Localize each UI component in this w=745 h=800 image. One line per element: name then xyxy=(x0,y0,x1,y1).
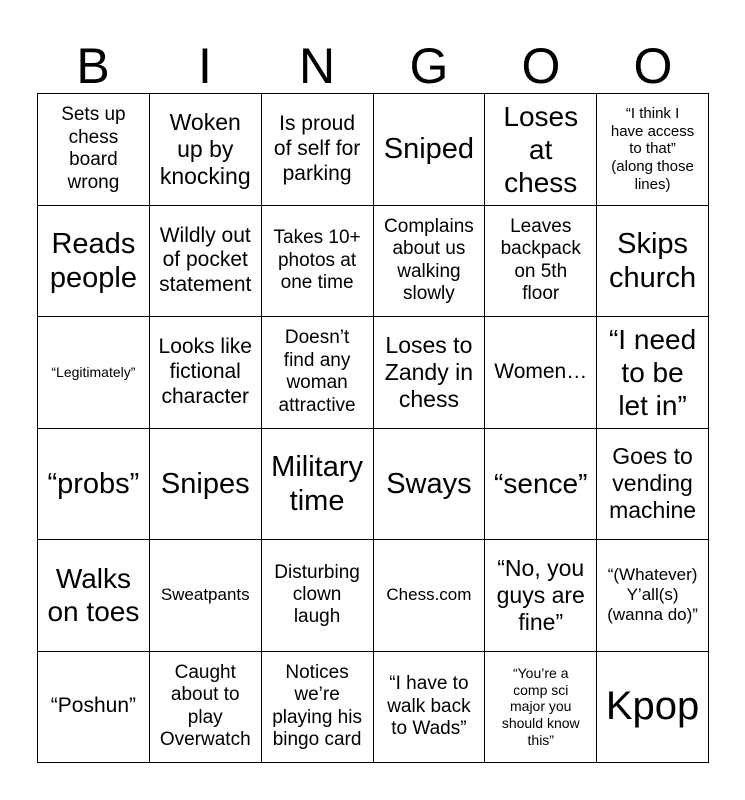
bingo-grid xyxy=(37,93,709,763)
bingo-cell[interactable] xyxy=(374,317,486,429)
bingo-cell[interactable] xyxy=(262,429,374,541)
cell-text: Walks on toes xyxy=(47,563,140,628)
cell-text: Wildly out of pocket statement xyxy=(159,223,252,297)
cell-text: Military time xyxy=(271,450,363,517)
bingo-cell[interactable] xyxy=(38,317,150,429)
bingo-cell[interactable] xyxy=(485,652,597,764)
cell-text: Sways xyxy=(386,467,472,500)
cell-text: Sets up chess board wrong xyxy=(61,104,126,193)
cell-text: “I need to be let in” xyxy=(608,323,697,421)
cell-text: Kpop xyxy=(605,684,700,729)
cell-text: “probs” xyxy=(47,467,140,500)
cell-text: “I think I have access to that” (along those lines) xyxy=(610,105,695,193)
bingo-cell[interactable] xyxy=(597,94,709,206)
cell-text: “Legitimately” xyxy=(51,363,136,380)
bingo-cell[interactable] xyxy=(150,206,262,318)
bingo-cell[interactable] xyxy=(597,317,709,429)
cell-text: Caught about to play Overwatch xyxy=(159,661,251,751)
bingo-cell[interactable] xyxy=(597,540,709,652)
cell-text: Snipes xyxy=(160,467,250,500)
cell-text: Looks like fictional character xyxy=(158,335,252,408)
bingo-cell[interactable] xyxy=(150,317,262,429)
bingo-cell[interactable] xyxy=(262,540,374,652)
bingo-cell[interactable] xyxy=(485,429,597,541)
cell-text: Reads people xyxy=(49,227,137,294)
cell-text: Takes 10+ photos at one time xyxy=(273,227,361,293)
cell-text: Sniped xyxy=(383,133,475,166)
cell-text: Chess.com xyxy=(386,585,472,605)
bingo-cell[interactable] xyxy=(150,429,262,541)
bingo-cell[interactable] xyxy=(38,540,150,652)
header-letter-i: I xyxy=(198,38,212,94)
bingo-cell[interactable] xyxy=(150,652,262,764)
bingo-cell[interactable] xyxy=(485,540,597,652)
cell-text: Sweatpants xyxy=(160,585,250,605)
bingo-cell[interactable] xyxy=(597,652,709,764)
cell-text: Leaves backpack on 5th floor xyxy=(500,215,581,305)
bingo-cell[interactable] xyxy=(374,206,486,318)
header-letter-o2: O xyxy=(633,38,673,94)
cell-text: “No, you guys are fine” xyxy=(496,554,585,635)
bingo-cell[interactable] xyxy=(485,94,597,206)
cell-text: Loses at chess xyxy=(503,100,579,198)
header-letter-n: N xyxy=(298,38,336,94)
bingo-cell[interactable] xyxy=(150,94,262,206)
cell-text: Skips church xyxy=(609,227,697,294)
cell-text: Is proud of self for parking xyxy=(273,112,361,185)
bingo-cell[interactable] xyxy=(597,429,709,541)
cell-text: Doesn’t find any woman attractive xyxy=(278,327,356,416)
bingo-cell[interactable] xyxy=(485,206,597,318)
bingo-cell[interactable] xyxy=(374,94,486,206)
cell-text: Loses to Zandy in chess xyxy=(384,331,474,412)
cell-text: “sence” xyxy=(494,468,588,500)
cell-text: Women… xyxy=(494,359,588,383)
cell-text: “I have to walk back to Wads” xyxy=(387,673,471,739)
cell-text: “(Whatever) Y’all(s) (wanna do)” xyxy=(607,565,698,625)
cell-text: Notices we’re playing his bingo card xyxy=(272,661,362,751)
cell-text: Disturbing clown laugh xyxy=(274,561,360,628)
bingo-cell[interactable] xyxy=(38,652,150,764)
bingo-cell[interactable] xyxy=(150,540,262,652)
bingo-cell[interactable] xyxy=(597,206,709,318)
bingo-cell[interactable] xyxy=(485,317,597,429)
cell-text: “Poshun” xyxy=(50,694,137,718)
cell-text: “You’re a comp sci major you should know this” xyxy=(501,665,580,748)
header-letter-g: G xyxy=(409,38,449,94)
bingo-cell[interactable] xyxy=(262,94,374,206)
header-letter-o1: O xyxy=(521,38,561,94)
bingo-cell[interactable] xyxy=(262,317,374,429)
cell-text: Goes to vending machine xyxy=(609,443,697,524)
cell-text: Woken up by knocking xyxy=(159,108,251,189)
bingo-cell[interactable] xyxy=(38,206,150,318)
bingo-cell[interactable] xyxy=(38,94,150,206)
bingo-cell[interactable] xyxy=(38,429,150,541)
bingo-cell[interactable] xyxy=(374,540,486,652)
bingo-cell[interactable] xyxy=(374,652,486,764)
bingo-header xyxy=(37,38,709,94)
header-letter-b: B xyxy=(76,38,110,94)
bingo-cell[interactable] xyxy=(262,206,374,318)
cell-text: Complains about us walking slowly xyxy=(384,215,474,305)
bingo-cell[interactable] xyxy=(262,652,374,764)
bingo-cell[interactable] xyxy=(374,429,486,541)
